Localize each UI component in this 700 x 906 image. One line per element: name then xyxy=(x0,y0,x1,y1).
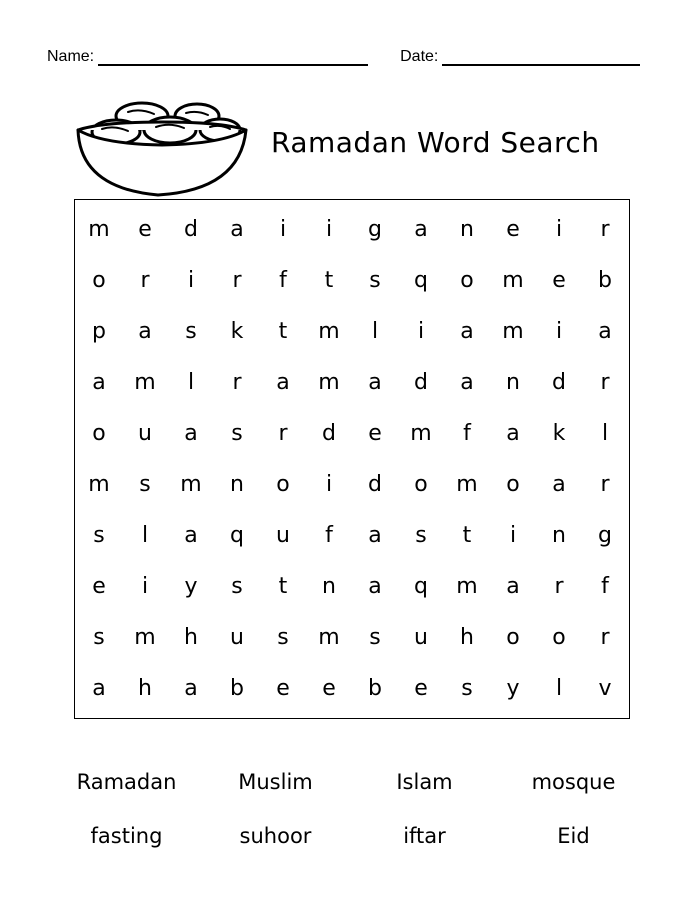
grid-letter[interactable]: a xyxy=(184,676,198,701)
grid-letter[interactable]: e xyxy=(552,268,566,293)
grid-letter[interactable]: v xyxy=(598,676,612,701)
grid-letter[interactable]: m xyxy=(502,268,524,293)
grid-letter[interactable]: d xyxy=(414,370,428,395)
grid-letter[interactable]: m xyxy=(456,472,478,497)
grid-letter[interactable]: a xyxy=(276,370,290,395)
grid-letter[interactable]: b xyxy=(230,676,244,701)
grid-letter[interactable]: e xyxy=(322,676,336,701)
grid-letter[interactable]: m xyxy=(318,625,340,650)
grid-letter[interactable]: a xyxy=(184,421,198,446)
grid-letter[interactable]: e xyxy=(276,676,290,701)
grid-letter[interactable]: h xyxy=(138,676,152,701)
grid-letter[interactable]: t xyxy=(324,268,334,293)
grid-letter[interactable]: a xyxy=(138,319,152,344)
name-line[interactable] xyxy=(98,46,368,66)
grid-letter[interactable]: r xyxy=(232,268,242,293)
grid-letter[interactable]: s xyxy=(277,625,289,650)
grid-letter[interactable]: s xyxy=(369,268,381,293)
grid-letter[interactable]: r xyxy=(232,370,242,395)
grid-letter[interactable]: m xyxy=(134,370,156,395)
grid-letter[interactable]: r xyxy=(278,421,288,446)
grid-letter[interactable]: u xyxy=(138,421,152,446)
grid-letter[interactable]: a xyxy=(460,370,474,395)
grid-letter[interactable]: m xyxy=(88,217,110,242)
grid-letter[interactable]: a xyxy=(552,472,566,497)
name-label: Name: xyxy=(47,48,95,65)
grid-letter[interactable]: r xyxy=(554,574,564,599)
grid-letter[interactable]: h xyxy=(184,625,198,650)
grid-letter[interactable]: s xyxy=(185,319,197,344)
grid-letter[interactable]: s xyxy=(93,625,105,650)
grid-letter[interactable]: e xyxy=(92,574,106,599)
grid-letter[interactable]: m xyxy=(502,319,524,344)
page-title: Ramadan Word Search xyxy=(271,126,600,159)
grid-letter[interactable]: i xyxy=(555,319,563,344)
word-search-grid xyxy=(74,199,630,719)
word-list-item: Islam xyxy=(396,770,453,794)
grid-letter[interactable]: t xyxy=(278,319,288,344)
grid-letter[interactable]: s xyxy=(415,523,427,548)
grid-letter[interactable]: o xyxy=(414,472,428,497)
grid-letter[interactable]: t xyxy=(462,523,472,548)
grid-letter[interactable]: a xyxy=(92,370,106,395)
grid-letter[interactable]: m xyxy=(318,319,340,344)
grid-letter[interactable]: i xyxy=(417,319,425,344)
word-list-item: mosque xyxy=(531,770,616,794)
grid-letter[interactable]: i xyxy=(325,217,333,242)
grid-letter[interactable]: p xyxy=(92,319,106,344)
grid-letter[interactable]: i xyxy=(279,217,287,242)
grid-letter[interactable]: s xyxy=(369,625,381,650)
grid-letter[interactable]: e xyxy=(414,676,428,701)
grid-letter[interactable]: d xyxy=(184,217,198,242)
grid-letter[interactable]: o xyxy=(92,421,106,446)
header-row xyxy=(47,46,640,66)
grid-letter[interactable]: l xyxy=(555,676,563,701)
grid-letter[interactable]: t xyxy=(278,574,288,599)
grid-letter[interactable]: a xyxy=(368,370,382,395)
grid-letter[interactable]: d xyxy=(368,472,382,497)
grid-letter[interactable]: r xyxy=(600,370,610,395)
grid-letter[interactable]: a xyxy=(598,319,612,344)
grid-letter[interactable]: a xyxy=(368,523,382,548)
date-group xyxy=(400,46,640,66)
grid-letter[interactable]: s xyxy=(231,574,243,599)
grid-letter[interactable]: m xyxy=(88,472,110,497)
grid-letter[interactable]: l xyxy=(141,523,149,548)
grid-letter[interactable]: e xyxy=(368,421,382,446)
grid-letter[interactable]: l xyxy=(601,421,609,446)
grid-letter[interactable]: q xyxy=(414,268,428,293)
grid-letter[interactable]: b xyxy=(368,676,382,701)
grid-letter[interactable]: f xyxy=(601,574,609,599)
grid-letter[interactable]: a xyxy=(184,523,198,548)
grid-letter[interactable]: s xyxy=(139,472,151,497)
grid-letter[interactable]: s xyxy=(461,676,473,701)
grid-letter[interactable]: n xyxy=(552,523,566,548)
grid-letter[interactable]: k xyxy=(230,319,244,344)
grid-letter[interactable]: q xyxy=(414,574,428,599)
grid-letter[interactable]: s xyxy=(93,523,105,548)
grid-letter[interactable]: a xyxy=(368,574,382,599)
date-label: Date: xyxy=(400,48,439,65)
grid-letter[interactable]: r xyxy=(600,217,610,242)
grid-letter[interactable]: l xyxy=(187,370,195,395)
grid-letter[interactable]: e xyxy=(506,217,520,242)
grid-letter[interactable]: o xyxy=(506,625,520,650)
grid-letter[interactable]: o xyxy=(552,625,566,650)
grid-letter[interactable]: b xyxy=(598,268,612,293)
word-list-item: suhoor xyxy=(239,824,312,848)
grid-letter[interactable]: i xyxy=(555,217,563,242)
grid-letter[interactable]: a xyxy=(460,319,474,344)
grid-letter[interactable]: a xyxy=(230,217,244,242)
grid-letter[interactable]: y xyxy=(184,574,198,599)
grid-letter[interactable]: d xyxy=(552,370,566,395)
word-list-item: iftar xyxy=(403,824,446,848)
grid-letter[interactable]: i xyxy=(325,472,333,497)
grid-letter[interactable]: a xyxy=(92,676,106,701)
grid-letter[interactable]: y xyxy=(506,676,520,701)
grid-letter[interactable]: r xyxy=(140,268,150,293)
grid-letter[interactable]: n xyxy=(322,574,336,599)
grid-letter[interactable]: u xyxy=(414,625,428,650)
grid-letter[interactable]: a xyxy=(506,421,520,446)
grid-letter[interactable]: r xyxy=(600,472,610,497)
grid-letter[interactable]: n xyxy=(506,370,520,395)
grid-letter[interactable]: e xyxy=(138,217,152,242)
grid-letter[interactable]: o xyxy=(506,472,520,497)
grid-letter[interactable]: m xyxy=(410,421,432,446)
grid-letter[interactable]: q xyxy=(230,523,244,548)
grid-letter[interactable]: m xyxy=(318,370,340,395)
grid-letter[interactable]: f xyxy=(279,268,287,293)
grid-letter[interactable]: i xyxy=(141,574,149,599)
grid-letter[interactable]: o xyxy=(276,472,290,497)
grid-letter[interactable]: m xyxy=(134,625,156,650)
word-list-item: Muslim xyxy=(238,770,313,794)
grid-letter[interactable]: g xyxy=(598,523,612,548)
grid-letter[interactable]: i xyxy=(509,523,517,548)
grid-letter[interactable]: m xyxy=(456,574,478,599)
grid-letter[interactable]: a xyxy=(414,217,428,242)
word-list-item: Ramadan xyxy=(76,770,177,794)
word-search-cells xyxy=(75,200,629,718)
grid-letter[interactable]: s xyxy=(231,421,243,446)
grid-letter[interactable]: k xyxy=(552,421,566,446)
grid-letter[interactable]: r xyxy=(600,625,610,650)
grid-letter[interactable]: m xyxy=(180,472,202,497)
grid-letter[interactable]: n xyxy=(230,472,244,497)
grid-letter[interactable]: h xyxy=(460,625,474,650)
word-list xyxy=(52,770,648,848)
grid-letter[interactable]: i xyxy=(187,268,195,293)
grid-letter[interactable]: a xyxy=(506,574,520,599)
word-list-item: fasting xyxy=(90,824,163,848)
grid-letter[interactable]: f xyxy=(463,421,471,446)
date-line[interactable] xyxy=(442,46,640,66)
grid-letter[interactable]: u xyxy=(230,625,244,650)
grid-letter[interactable]: g xyxy=(368,217,382,242)
word-list-item: Eid xyxy=(557,824,590,848)
grid-letter[interactable]: u xyxy=(276,523,290,548)
grid-letter[interactable]: l xyxy=(371,319,379,344)
dates-bowl-icon xyxy=(72,98,252,202)
grid-letter[interactable]: o xyxy=(92,268,106,293)
grid-letter[interactable]: f xyxy=(325,523,333,548)
grid-letter[interactable]: n xyxy=(460,217,474,242)
grid-letter[interactable]: d xyxy=(322,421,336,446)
grid-letter[interactable]: o xyxy=(460,268,474,293)
